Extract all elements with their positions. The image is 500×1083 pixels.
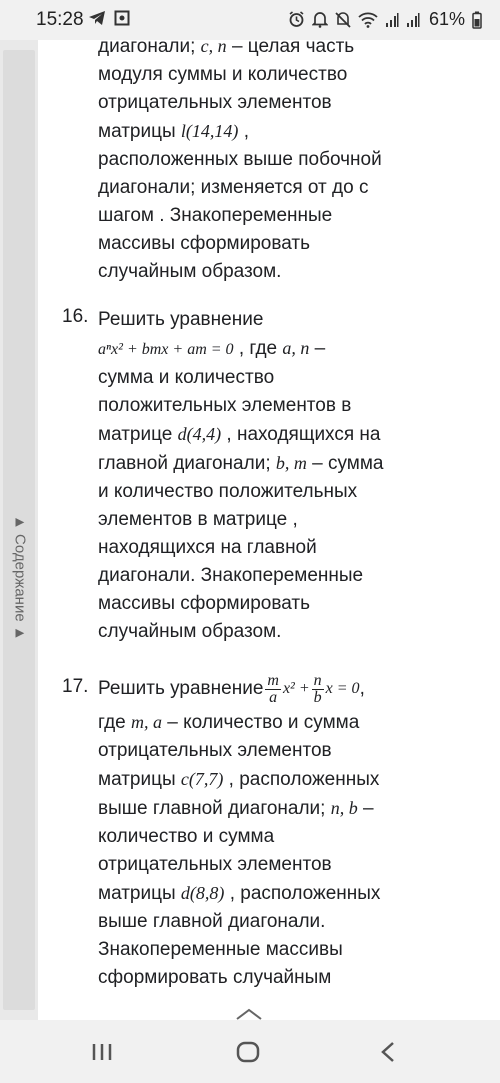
reader-page (0, 40, 500, 1020)
fraction (312, 673, 324, 706)
fraction-denominator: a (269, 688, 278, 706)
text-line: , (359, 678, 365, 699)
text-line: , где (233, 338, 283, 359)
text-line: массивы сформировать (98, 233, 310, 254)
text-line: находящихся на главной (98, 537, 317, 558)
recent-apps-icon (91, 1042, 113, 1062)
text-line: – сумма (306, 453, 384, 474)
equation: aⁿx² + bmx + am = 0 (98, 341, 234, 358)
text-line: диагонали; изменяется от до с (98, 177, 369, 198)
mute-icon (335, 11, 351, 28)
text-line: диагонали. Знакопеременные (98, 565, 364, 586)
text-line: количество и сумма (98, 826, 275, 847)
equation-part: x² + (282, 680, 310, 697)
text-line: – (309, 338, 326, 359)
contents-tab-label: ▲ Содержание ▲ (11, 515, 29, 641)
text-line: и количество положительных (98, 481, 358, 502)
math-inline: c, n (200, 40, 227, 56)
text-line: отрицательных элементов (98, 854, 332, 875)
image-icon (114, 10, 130, 26)
text-line: расположенных выше побочной (98, 149, 382, 170)
text-line: диагонали; (98, 40, 201, 57)
equation-part: x = 0 (325, 680, 360, 697)
math-inline: n, b (330, 798, 358, 818)
status-time: 15:28 (36, 9, 84, 30)
document-content[interactable] (38, 40, 500, 1020)
item-16-text (98, 306, 428, 646)
math-inline: c(7,7) (180, 769, 224, 789)
status-bar (0, 0, 500, 40)
text-line: матрицы (98, 121, 181, 142)
text-line: модуля суммы и количество (98, 64, 348, 85)
math-inline: a, n (282, 338, 310, 358)
text-line: отрицательных элементов (98, 92, 332, 113)
text-line: – целая часть (226, 40, 355, 57)
text-line: , (238, 121, 249, 142)
text-line: , расположенных (223, 769, 380, 790)
text-line: Решить уравнение (98, 678, 264, 699)
text-line: , находящихся на (221, 424, 381, 445)
text-line: матрице (98, 424, 178, 445)
text-line: сформировать случайным (98, 967, 332, 988)
text-line: сумма и количество (98, 367, 275, 388)
fraction (265, 673, 281, 706)
text-line: положительных элементов в (98, 395, 352, 416)
recent-apps-button[interactable] (86, 1038, 118, 1066)
text-line: случайным образом. (98, 621, 282, 642)
signal-icon (406, 12, 420, 28)
telegram-icon (88, 10, 106, 26)
item-15-continuation (98, 40, 428, 286)
status-right (288, 9, 482, 30)
text-line: случайным образом. (98, 261, 282, 282)
status-left-icons (88, 10, 130, 26)
text-line: Решить уравнение (98, 309, 264, 330)
item-17-text (98, 670, 428, 992)
text-line: матрицы (98, 883, 181, 904)
back-icon (379, 1041, 397, 1063)
text-line: где (98, 712, 132, 733)
item-number: 16. (62, 306, 89, 327)
wifi-icon (358, 12, 378, 28)
text-line: – (357, 798, 374, 819)
text-line: Знакопеременные массивы (98, 939, 343, 960)
text-line: отрицательных элементов (98, 740, 332, 761)
text-line: – количество и сумма (162, 712, 360, 733)
text-line: , расположенных (224, 883, 381, 904)
text-line: главной диагонали; (98, 453, 276, 474)
battery-icon (472, 11, 482, 29)
math-inline: l(14,14) (180, 121, 239, 141)
text-line: массивы сформировать (98, 593, 310, 614)
home-icon (236, 1041, 260, 1063)
item-number: 17. (62, 676, 89, 697)
fraction-numerator: n (313, 671, 322, 689)
fraction-numerator: m (267, 671, 279, 689)
text-line: выше главной диагонали; (98, 798, 331, 819)
math-inline: m, a (131, 712, 163, 732)
bell-icon (312, 11, 328, 28)
signal-icon (385, 12, 399, 28)
battery-percentage: 61% (428, 9, 465, 29)
back-button[interactable] (372, 1038, 404, 1066)
text-line: элементов в матрице , (98, 509, 298, 530)
text-line: выше главной диагонали. (98, 911, 326, 932)
contents-sidebar-tab[interactable] (3, 50, 35, 1010)
text-line: шагом . Знакопеременные (98, 205, 333, 226)
math-inline: d(8,8) (180, 883, 225, 903)
math-inline: d(4,4) (177, 424, 222, 444)
text-line: матрицы (98, 769, 181, 790)
home-button[interactable] (232, 1038, 264, 1066)
math-inline: b, m (275, 453, 307, 473)
alarm-icon (288, 11, 305, 28)
fraction-denominator: b (313, 688, 322, 706)
